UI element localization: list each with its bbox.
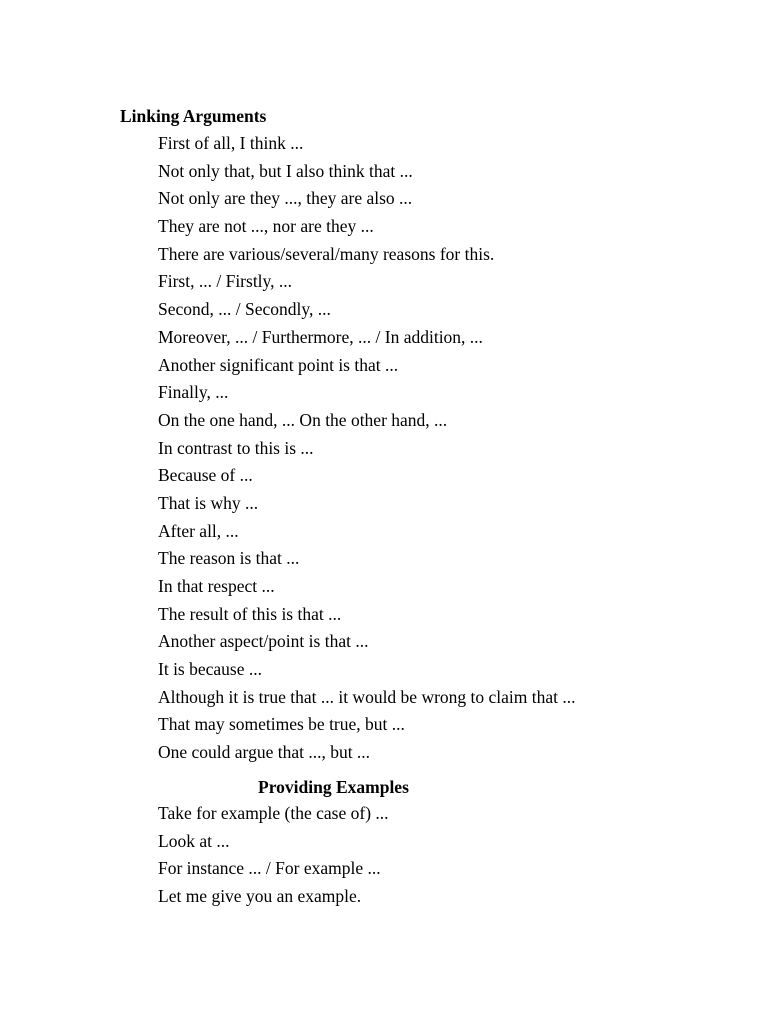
phrase-item: Let me give you an example. <box>158 886 362 907</box>
phrase-item: On the one hand, ... On the other hand, ... <box>158 409 448 430</box>
phrase-item: Not only that, but I also think that ... <box>158 160 413 181</box>
linking-arguments-list <box>158 133 576 770</box>
phrase-item: That may sometimes be true, but ... <box>158 714 405 735</box>
phrase-item: Because of ... <box>158 465 253 486</box>
phrase-item: Moreover, ... / Furthermore, ... / In addition, ... <box>158 326 483 347</box>
phrase-item: Finally, ... <box>158 382 229 403</box>
phrase-item: In contrast to this is ... <box>158 437 314 458</box>
phrase-item: It is because ... <box>158 659 262 680</box>
phrase-item: That is why ... <box>158 492 259 513</box>
phrase-item: For instance ... / For example ... <box>158 858 381 879</box>
phrase-item: They are not ..., nor are they ... <box>158 216 374 237</box>
phrase-item: Second, ... / Secondly, ... <box>158 299 331 320</box>
providing-examples-list <box>158 803 389 914</box>
phrase-item: Although it is true that ... it would be wrong to claim that ... <box>158 686 576 707</box>
phrase-item: First, ... / Firstly, ... <box>158 271 293 292</box>
phrase-item: After all, ... <box>158 520 239 541</box>
phrase-item: Look at ... <box>158 830 230 851</box>
phrase-item: Not only are they ..., they are also ... <box>158 188 413 209</box>
phrase-item: One could argue that ..., but ... <box>158 742 371 763</box>
phrase-item: The result of this is that ... <box>158 603 342 624</box>
section-heading-linking-arguments: Linking Arguments <box>120 106 267 126</box>
phrase-item: Another significant point is that ... <box>158 354 399 375</box>
phrase-item: In that respect ... <box>158 576 275 596</box>
phrase-item: The reason is that ... <box>158 548 300 569</box>
section-heading-providing-examples: Providing Examples <box>258 777 409 797</box>
phrase-item: Take for example (the case of) ... <box>158 803 389 823</box>
phrase-item: First of all, I think ... <box>158 133 304 153</box>
phrase-item: Another aspect/point is that ... <box>158 631 369 652</box>
phrase-item: There are various/several/many reasons for this. <box>158 243 495 264</box>
